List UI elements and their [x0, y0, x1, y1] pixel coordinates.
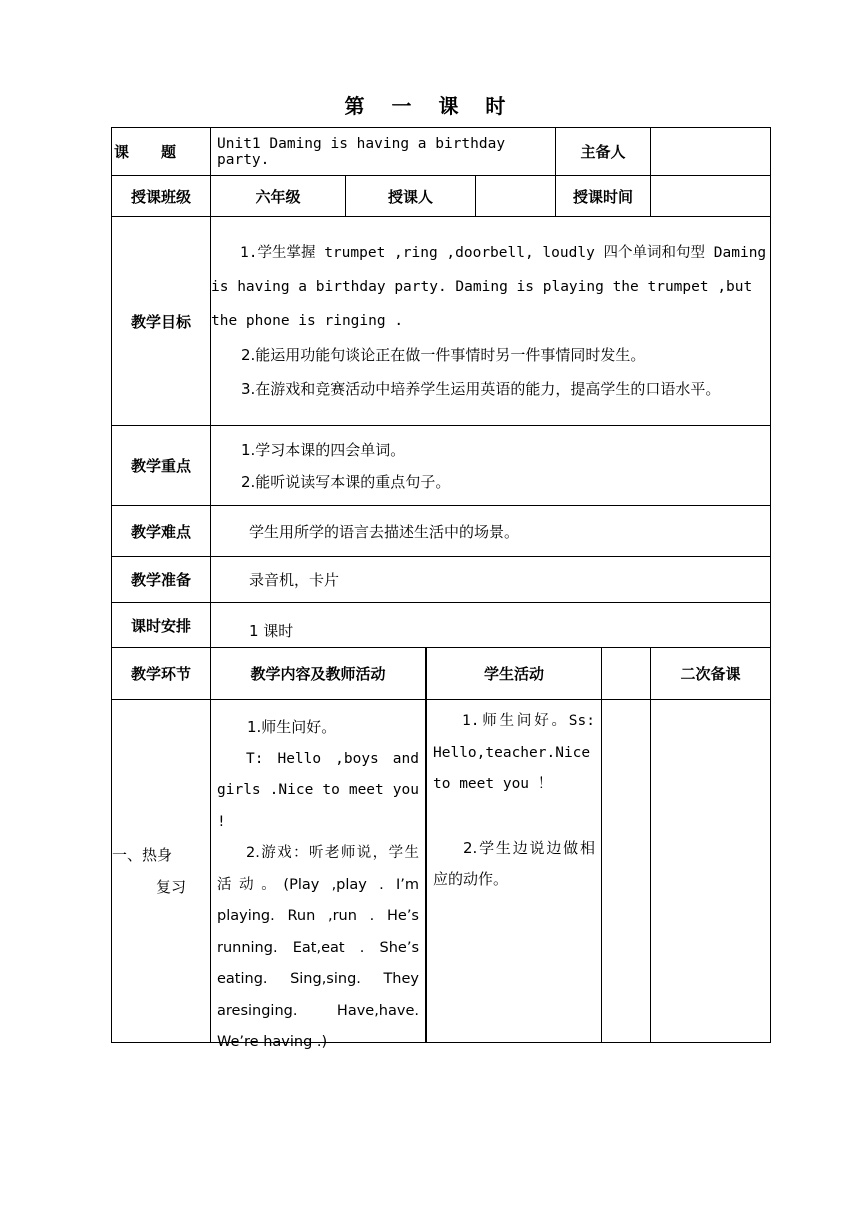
key-points-label: 教学重点 — [112, 426, 211, 506]
warmup-stage — [112, 700, 211, 1043]
difficulties-content — [211, 506, 771, 557]
goals-label: 教学目标 — [112, 217, 211, 426]
warmup-teacher-activity — [211, 700, 426, 1050]
goals-content — [211, 217, 771, 426]
teaching-time-value — [651, 176, 771, 217]
schedule-text: 1 课时 — [249, 621, 294, 640]
teacher-label: 授课人 — [346, 176, 476, 216]
preparation-text: 录音机，卡片 — [249, 571, 340, 589]
warmup-teacher-p2: T: Hello ,boys and girls .Nice to meet you ! — [217, 750, 419, 830]
warmup-second-prep — [651, 700, 771, 1043]
schedule-label: 课时安排 — [112, 603, 211, 648]
topic-value: Unit1 Daming is having a birthday party. — [211, 128, 556, 176]
warmup-stage-line-2: 复习 — [156, 878, 187, 896]
warmup-teacher-p1: 1.师生问好。 — [247, 718, 337, 736]
teacher-cell — [346, 176, 556, 217]
preparation-content — [211, 557, 771, 603]
preparation-row — [112, 557, 771, 603]
process-header-row — [112, 648, 771, 700]
class-row — [112, 176, 771, 217]
key-points-content — [211, 426, 771, 506]
schedule-content — [211, 603, 771, 648]
page-title: 第 一 课 时 — [344, 94, 516, 118]
class-label: 授课班级 — [112, 176, 211, 217]
key-points-row — [112, 426, 771, 506]
topic-label: 课题 — [112, 128, 211, 176]
warmup-student-activity — [427, 700, 602, 1042]
difficulties-text: 学生用所学的语言去描述生活中的场景。 — [249, 522, 520, 541]
teacher-activity-header-cell — [211, 648, 427, 700]
warmup-stage-line-1: 一、热身 — [112, 846, 173, 864]
warmup-teacher-p3: 2.游戏：听老师说，学生活动。(Play ,play . I’m playing. Run ,run . He’s running. Eat,eat . She’s eating. Sing,sing. They aresinging. Have,have. We’re having .) — [217, 845, 419, 1050]
class-value: 六年级 — [211, 176, 346, 217]
key-point-2: 2.能听说读写本课的重点句子。 — [241, 472, 451, 491]
warmup-teacher-cell — [211, 700, 427, 1050]
teacher-activity-header: 教学内容及教师活动 — [211, 648, 426, 699]
goal-item-3: 3.在游戏和竞赛活动中培养学生运用英语的能力，提高学生的口语水平。 — [241, 380, 721, 398]
second-prep-header: 二次备课 — [651, 648, 771, 700]
teaching-time-label: 授课时间 — [556, 176, 651, 217]
stage-header: 教学环节 — [112, 648, 211, 700]
key-point-1: 1.学习本课的四会单词。 — [241, 440, 406, 459]
difficulties-row — [112, 506, 771, 557]
student-activity-header: 学生活动 — [427, 648, 602, 699]
lead-preparer-value — [651, 128, 771, 176]
warmup-row — [112, 700, 771, 1043]
student-activity-spacer — [602, 648, 650, 699]
lead-preparer-label: 主备人 — [556, 128, 651, 176]
warmup-student-cell — [427, 700, 651, 1043]
goals-row — [112, 217, 771, 426]
warmup-student-p1: 1.师生问好。Ss: Hello,teacher.Nice to meet you ！ — [433, 713, 595, 792]
topic-row — [112, 128, 771, 176]
warmup-student-spacer — [602, 700, 650, 1042]
teacher-value — [476, 176, 555, 216]
student-activity-header-cell — [427, 648, 651, 700]
schedule-row — [112, 603, 771, 648]
warmup-student-p2: 2.学生边说边做相应的动作。 — [433, 838, 595, 888]
lesson-plan-table — [111, 127, 771, 1050]
difficulties-label: 教学难点 — [112, 506, 211, 557]
goal-item-1: 1.学生掌握 trumpet ,ring ,doorbell, loudly 四个单词和句型 Daming is having a birthday party. Daming is playing the trumpet ,but the phone is ringing . — [211, 245, 767, 329]
goal-item-2: 2.能运用功能句谈论正在做一件事情时另一件事情同时发生。 — [241, 346, 646, 364]
preparation-label: 教学准备 — [112, 557, 211, 603]
